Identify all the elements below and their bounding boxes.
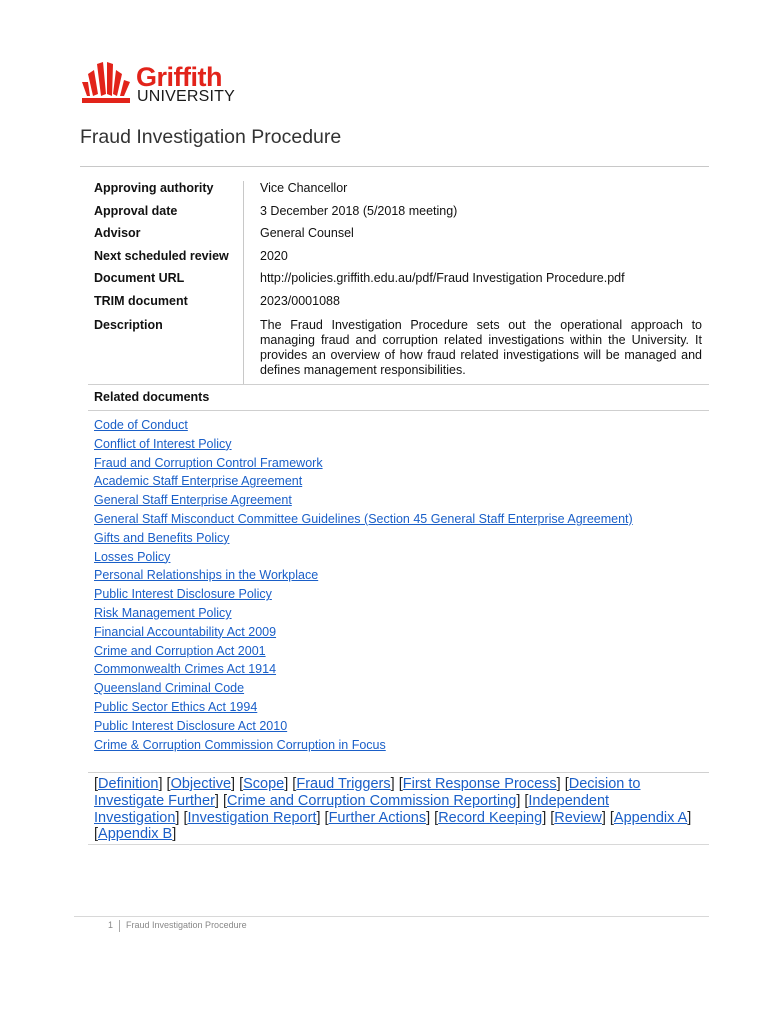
divider [88,772,709,773]
list-item [94,642,633,661]
divider [88,410,709,411]
list-item [94,454,633,473]
meta-label: TRIM document [94,293,188,308]
toc-link-scope[interactable]: Scope [243,776,285,792]
list-item [94,510,633,529]
list-item [94,529,633,548]
related-link[interactable]: Code of Conduct [94,418,188,432]
related-link[interactable]: Queensland Criminal Code [94,681,245,696]
toc-link-further-actions[interactable]: Further Actions [328,809,427,826]
toc-link-investigation-report[interactable]: Investigation Report [187,809,317,826]
meta-label: Advisor [94,226,141,240]
list-item [94,736,633,755]
toc-link-objective[interactable]: Objective [170,776,232,792]
meta-label: Approval date [94,203,178,218]
meta-value: Vice Chancellor [260,181,348,195]
page-title: Fraud Investigation Procedure [80,126,342,148]
meta-value: General Counsel [260,226,354,240]
meta-label: Description [94,317,163,332]
toc-link-record-keeping[interactable]: Record Keeping [438,809,543,826]
related-link[interactable]: Fraud and Corruption Control Framework [94,455,323,470]
list-item [94,548,633,567]
meta-row-description [80,318,709,378]
list-item [94,566,633,585]
list-item [94,435,633,454]
list-item [94,472,633,491]
meta-label: Approving authority [94,181,214,195]
toc-link-definition[interactable]: Definition [98,776,159,792]
footer-separator [119,920,120,932]
list-item [94,698,633,717]
list-item [94,604,633,623]
griffith-flame-icon [80,60,134,108]
meta-label: Next scheduled review [94,248,229,263]
toc-link-review[interactable]: Review [554,809,602,826]
meta-label: Document URL [94,271,185,285]
meta-row-trim-document [80,294,709,318]
toc-link-decision[interactable]: Decision to Investigate Further [94,776,641,809]
meta-row-document-url [80,271,709,294]
related-link[interactable]: Risk Management Policy [94,605,232,620]
related-link[interactable]: Public Sector Ethics Act 1994 [94,699,258,714]
page-number: 1 [108,920,114,930]
logo-griffith: Griffith [136,62,222,92]
toc-link-fraud-triggers[interactable]: Fraud Triggers [296,776,391,792]
footer-title: Fraud Investigation Procedure [126,920,247,930]
related-link[interactable]: Crime & Corruption Commission Corruption in Focus [94,737,386,752]
document-url-value: http://policies.griffith.edu.au/pdf/Fraud Investigation Procedure.pdf [260,271,625,285]
related-link[interactable]: Crime and Corruption Act 2001 [94,643,266,658]
divider [88,384,709,385]
related-link[interactable]: Public Interest Disclosure Policy [94,587,272,602]
toc-link-first-response[interactable]: First Response Process [402,776,557,792]
table-column-divider [243,181,244,384]
section-index: [Definition] [Objective] [Scope] [Fraud Triggers] [First Response Process] [Decision to Investigate Further] [Crime and Corruption Commission Reporting] [Independent Investigation] [Investigation Report] [Further Actions] [Record Keeping] [Review] [Appendix A] [Appendix B] [94,776,692,843]
related-link[interactable]: Commonwealth Crimes Act 1914 [94,662,277,677]
related-link[interactable]: General Staff Enterprise Agreement [94,493,292,508]
metadata-table [80,181,709,378]
list-item [94,660,633,679]
toc-link-ccc-reporting[interactable]: Crime and Corruption Commission Reporting [227,792,517,809]
related-link[interactable]: Conflict of Interest Policy [94,436,232,451]
meta-value: 3 December 2018 (5/2018 meeting) [260,203,458,218]
title-divider [80,166,709,167]
description-text: The Fraud Investigation Procedure sets out the operational approach to managing fraud and corruption related investigations within the University. It provides an overview of how fraud related investigations will be managed and defines management responsibilities. [260,317,702,377]
list-item [94,679,633,698]
logo-university: UNIVERSITY [137,88,236,105]
toc-link-independent-investigation[interactable]: Independent Investigation [94,792,610,826]
list-item [94,623,633,642]
meta-row-next-review [80,249,709,272]
footer-divider [74,916,709,917]
divider [88,844,709,845]
related-link[interactable]: Personal Relationships in the Workplace [94,568,319,583]
related-documents-list [94,416,633,754]
related-link[interactable]: Losses Policy [94,549,171,564]
related-link[interactable]: Academic Staff Enterprise Agreement [94,474,303,489]
meta-row-approval-date [80,204,709,227]
meta-row-approving-authority [80,181,709,204]
related-link[interactable]: Gifts and Benefits Policy [94,530,230,545]
meta-row-advisor [80,226,709,249]
list-item [94,491,633,510]
toc-link-appendix-b[interactable]: Appendix B [98,826,173,843]
list-item [94,717,633,736]
griffith-logo [80,60,270,108]
related-link[interactable]: General Staff Misconduct Committee Guidelines (Section 45 General Staff Enterprise Agreement) [94,511,633,526]
related-link[interactable]: Financial Accountability Act 2009 [94,624,277,639]
meta-value: 2020 [260,248,288,263]
related-documents-heading: Related documents [94,390,210,404]
list-item [94,585,633,604]
page-footer [108,919,247,932]
toc-link-appendix-a[interactable]: Appendix A [613,809,688,826]
list-item [94,416,633,435]
meta-value: 2023/0001088 [260,293,340,308]
related-link[interactable]: Public Interest Disclosure Act 2010 [94,718,288,733]
